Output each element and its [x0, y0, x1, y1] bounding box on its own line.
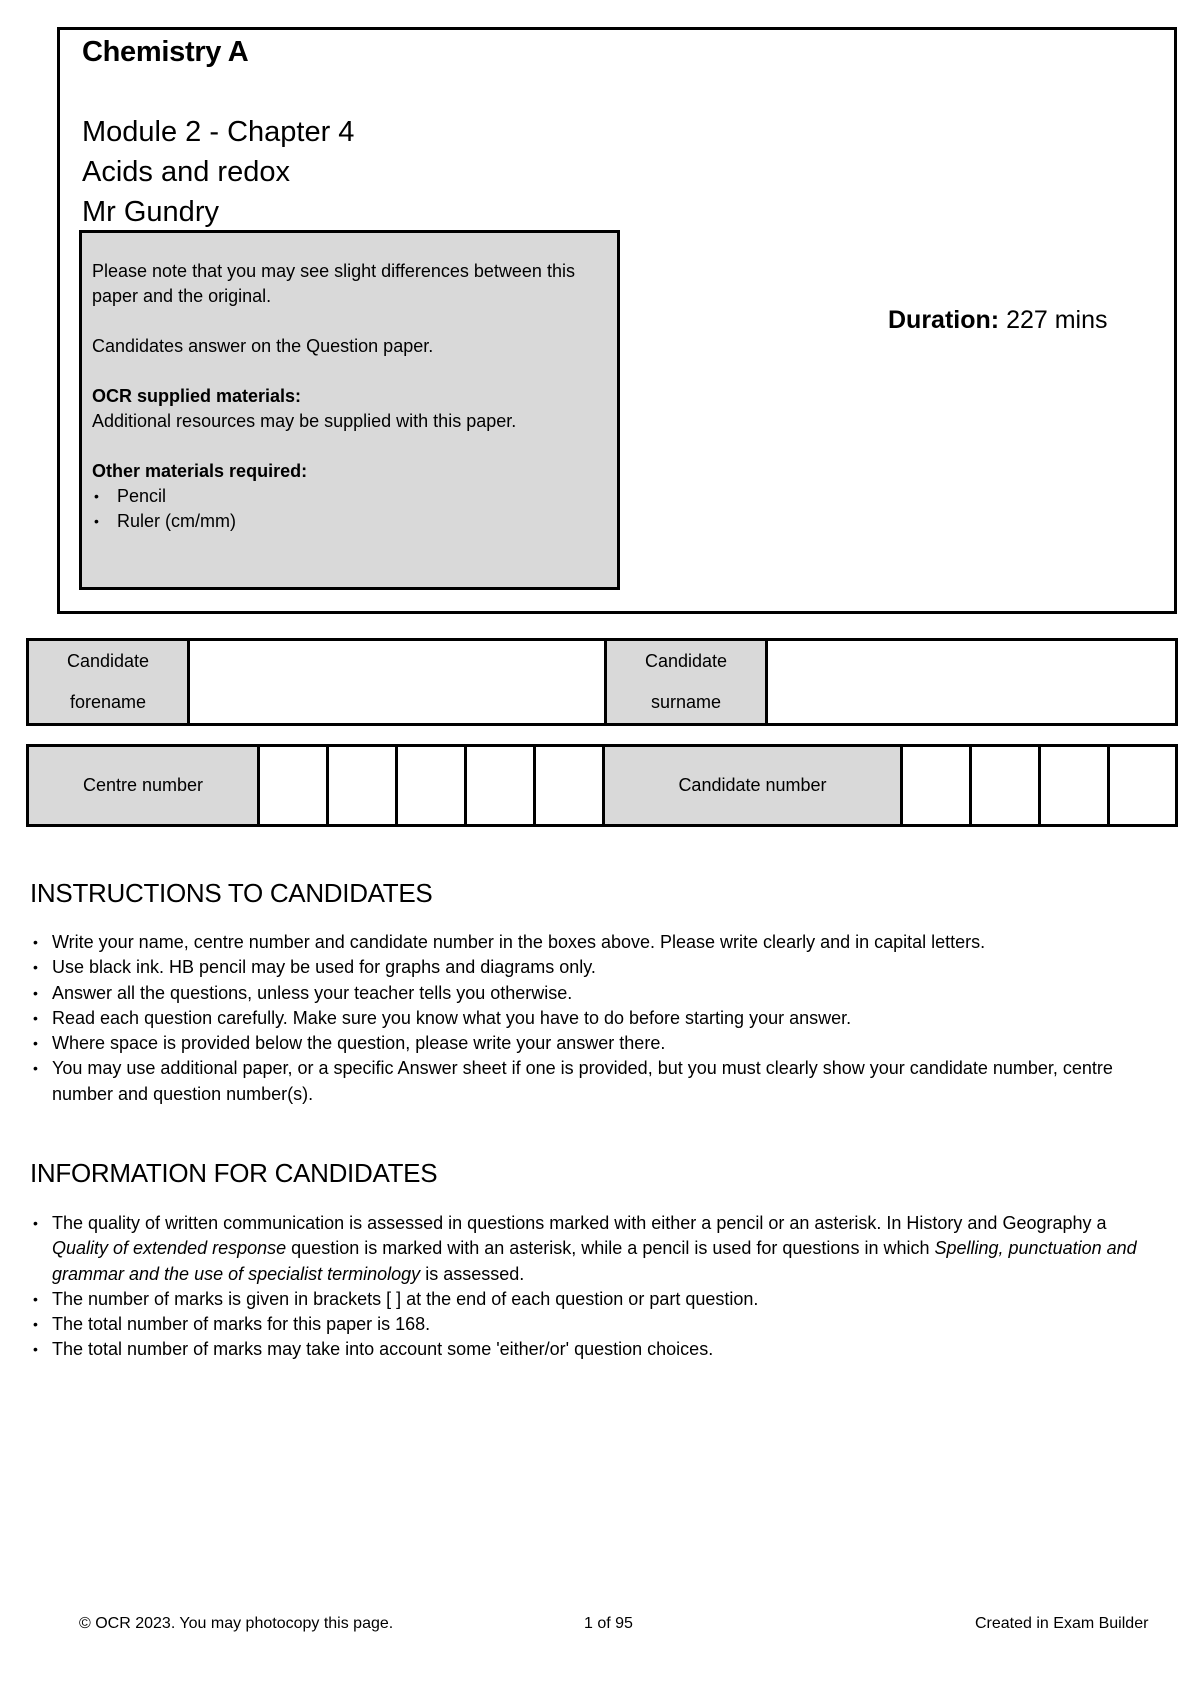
surname-field[interactable] — [767, 640, 1177, 725]
candidate-number-box[interactable] — [902, 746, 971, 826]
information-item: • The number of marks is given in brackets [ ] at the end of each question or part question. — [30, 1287, 1160, 1312]
information-list — [30, 1211, 1160, 1363]
notes-line-2: Candidates answer on the Question paper. — [92, 336, 434, 356]
instruction-item: • Use black ink. HB pencil may be used for graphs and diagrams only. — [30, 955, 1160, 980]
information-item: • The total number of marks may take into account some 'either/or' question choices. — [30, 1337, 1160, 1362]
candidate-number-box[interactable] — [1040, 746, 1109, 826]
footer-page-number: 1 of 95 — [584, 1615, 633, 1632]
centre-number-box[interactable] — [535, 746, 604, 826]
instructions-heading: INSTRUCTIONS TO CANDIDATES — [30, 878, 433, 908]
instruction-item: • Write your name, centre number and candidate number in the boxes above. Please write clearly and in capital letters. — [30, 930, 1160, 955]
candidate-name-table — [26, 638, 1178, 726]
duration — [888, 306, 1108, 335]
duration-value: 227 mins — [1006, 306, 1108, 334]
subject-title: Chemistry A — [82, 36, 249, 68]
candidate-number-box[interactable] — [1109, 746, 1177, 826]
footer-copyright: © OCR 2023. You may photocopy this page. — [79, 1615, 394, 1632]
centre-number-box[interactable] — [328, 746, 397, 826]
candidate-number-box[interactable] — [971, 746, 1040, 826]
forename-field[interactable] — [189, 640, 606, 725]
notes-line-1: Please note that you may see slight differences between this paper and the original. — [92, 261, 575, 306]
notes-box — [79, 230, 620, 590]
information-heading: INFORMATION FOR CANDIDATES — [30, 1158, 438, 1188]
duration-label: Duration: — [888, 306, 1000, 334]
module-title: Module 2 - Chapter 4 — [82, 116, 355, 148]
instruction-item: • Answer all the questions, unless your teacher tells you otherwise. — [30, 981, 1160, 1006]
supplied-heading: OCR supplied materials: — [92, 386, 302, 406]
instruction-item: • You may use additional paper, or a specific Answer sheet if one is provided, but you must clearly show your candidate number, centre number and question number(s). — [30, 1056, 1160, 1107]
required-item: • Pencil — [92, 484, 617, 509]
centre-number-box[interactable] — [397, 746, 466, 826]
information-item: • The quality of written communication is assessed in questions marked with either a pencil or an asterisk. In History and Geography a Quality of extended response question is marked with an asterisk, while a pencil is used for questions in which Spelling, punctuation and grammar and the use of specialist terminology is assessed. — [30, 1211, 1160, 1287]
teacher-name: Mr Gundry — [82, 196, 219, 228]
required-heading: Other materials required: — [92, 461, 308, 481]
centre-number-label: Centre number — [28, 746, 259, 826]
instruction-item: • Read each question carefully. Make sure you know what you have to do before starting your answer. — [30, 1006, 1160, 1031]
forename-label: Candidate forename — [28, 640, 189, 725]
candidate-number-table — [26, 744, 1178, 827]
topic-title: Acids and redox — [82, 156, 290, 188]
instruction-item: • Where space is provided below the question, please write your answer there. — [30, 1031, 1160, 1056]
candidate-number-label: Candidate number — [604, 746, 902, 826]
information-item: • The total number of marks for this paper is 168. — [30, 1312, 1160, 1337]
supplied-text: Additional resources may be supplied with this paper. — [92, 411, 517, 431]
required-list — [92, 484, 617, 534]
centre-number-box[interactable] — [466, 746, 535, 826]
instructions-list — [30, 930, 1160, 1107]
centre-number-box[interactable] — [259, 746, 328, 826]
required-item: • Ruler (cm/mm) — [92, 509, 617, 534]
surname-label: Candidate surname — [606, 640, 767, 725]
footer-created: Created in Exam Builder — [975, 1615, 1149, 1632]
